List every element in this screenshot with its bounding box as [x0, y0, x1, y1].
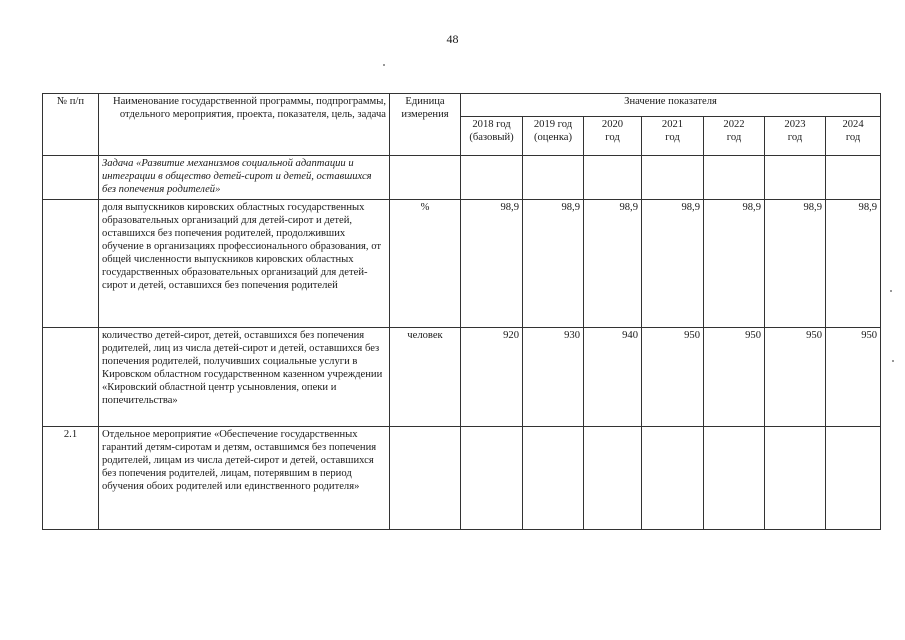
- row-number: [43, 200, 99, 328]
- value-cell: 98,9: [826, 200, 881, 328]
- value-cell: 950: [704, 328, 765, 427]
- header-year-note: год: [726, 132, 742, 143]
- value-cell: [826, 427, 881, 530]
- row-number: [43, 156, 99, 200]
- header-year-label: 2022: [723, 119, 745, 130]
- header-year-note: год: [845, 132, 861, 143]
- header-unit: Единица измерения: [390, 94, 461, 156]
- value-cell: [461, 427, 523, 530]
- scan-speck: [383, 64, 385, 66]
- table-row: [43, 427, 881, 530]
- value-cell: [523, 427, 584, 530]
- value-cell: [765, 427, 826, 530]
- header-name: Наименование государственной программы, подпрограммы, отдельного мероприятия, проекта, показателя, цель, задача: [99, 94, 390, 156]
- value-cell: [642, 156, 704, 200]
- header-year-label: 2018 год: [472, 119, 511, 130]
- row-name: доля выпускников кировских областных государственных образовательных организаций для детей-сирот и детей, оставшихся без попечения родителей, продолживших обучение в организациях профессионального образования, от общей численности выпускников кировских областных государственных образовательных организаций для детей-сирот и детей, оставшихся без попечения родителей: [99, 200, 390, 328]
- row-name: Задача «Развитие механизмов социальной адаптации и интеграции в общество детей-сирот и детей, оставшихся без попечения родителей»: [99, 156, 390, 200]
- header-year-5: [765, 117, 826, 156]
- value-cell: 920: [461, 328, 523, 427]
- page-number: 48: [446, 32, 459, 46]
- scan-speck: [892, 360, 894, 362]
- header-year-note: год: [665, 132, 680, 143]
- header-year-note: (оценка): [533, 132, 573, 143]
- header-values-group: Значение показателя: [461, 94, 881, 117]
- value-cell: 950: [765, 328, 826, 427]
- row-unit: [390, 156, 461, 200]
- header-year-label: 2024: [842, 119, 864, 130]
- value-cell: [584, 427, 642, 530]
- header-year-4: [704, 117, 765, 156]
- value-cell: [704, 427, 765, 530]
- row-name: Отдельное мероприятие «Обеспечение государственных гарантий детям-сиротам и детям, оставшимся без попечения родителей, лицам из числа детей-сирот и детей, оставшихся без попечения родителей, лицам, потерявшим в период обучения обоих родителей или единственного родителя»: [99, 427, 390, 530]
- row-name: количество детей-сирот, детей, оставшихся без попечения родителей, лиц из числа детей-сирот и детей, оставшихся без попечения родителей, получивших социальные услуги в Кировском областном государственном казенном учреждении «Кировский областной центр усыновления, опеки и попечительства»: [99, 328, 390, 427]
- table-row: [43, 156, 881, 200]
- header-year-note: год: [605, 132, 620, 143]
- table-row: [43, 200, 881, 328]
- header-year-note: год: [787, 132, 803, 143]
- value-cell: [826, 156, 881, 200]
- value-cell: 98,9: [523, 200, 584, 328]
- header-year-3: [642, 117, 704, 156]
- row-unit: %: [390, 200, 461, 328]
- value-cell: 940: [584, 328, 642, 427]
- value-cell: 98,9: [765, 200, 826, 328]
- value-cell: 98,9: [642, 200, 704, 328]
- value-cell: [765, 156, 826, 200]
- value-cell: [523, 156, 584, 200]
- value-cell: 98,9: [704, 200, 765, 328]
- value-cell: [642, 427, 704, 530]
- value-cell: [584, 156, 642, 200]
- value-cell: 930: [523, 328, 584, 427]
- header-year-label: 2019 год: [533, 119, 573, 130]
- value-cell: 98,9: [461, 200, 523, 328]
- row-number: [43, 328, 99, 427]
- indicator-table: [42, 93, 881, 530]
- header-year-6: [826, 117, 881, 156]
- row-number: 2.1: [43, 427, 99, 530]
- scan-speck: [890, 290, 892, 292]
- header-num: № п/п: [43, 94, 99, 156]
- value-cell: 950: [826, 328, 881, 427]
- header-year-label: 2020: [601, 119, 624, 130]
- value-cell: [704, 156, 765, 200]
- row-unit: [390, 427, 461, 530]
- header-year-label: 2021: [661, 119, 684, 130]
- value-cell: [461, 156, 523, 200]
- header-year-2: [584, 117, 642, 156]
- row-unit: человек: [390, 328, 461, 427]
- header-year-label: 2023: [784, 119, 806, 130]
- header-year-0: [461, 117, 523, 156]
- header-year-note: (базовый): [469, 132, 514, 143]
- value-cell: 950: [642, 328, 704, 427]
- table-row: [43, 328, 881, 427]
- value-cell: 98,9: [584, 200, 642, 328]
- header-year-1: [523, 117, 584, 156]
